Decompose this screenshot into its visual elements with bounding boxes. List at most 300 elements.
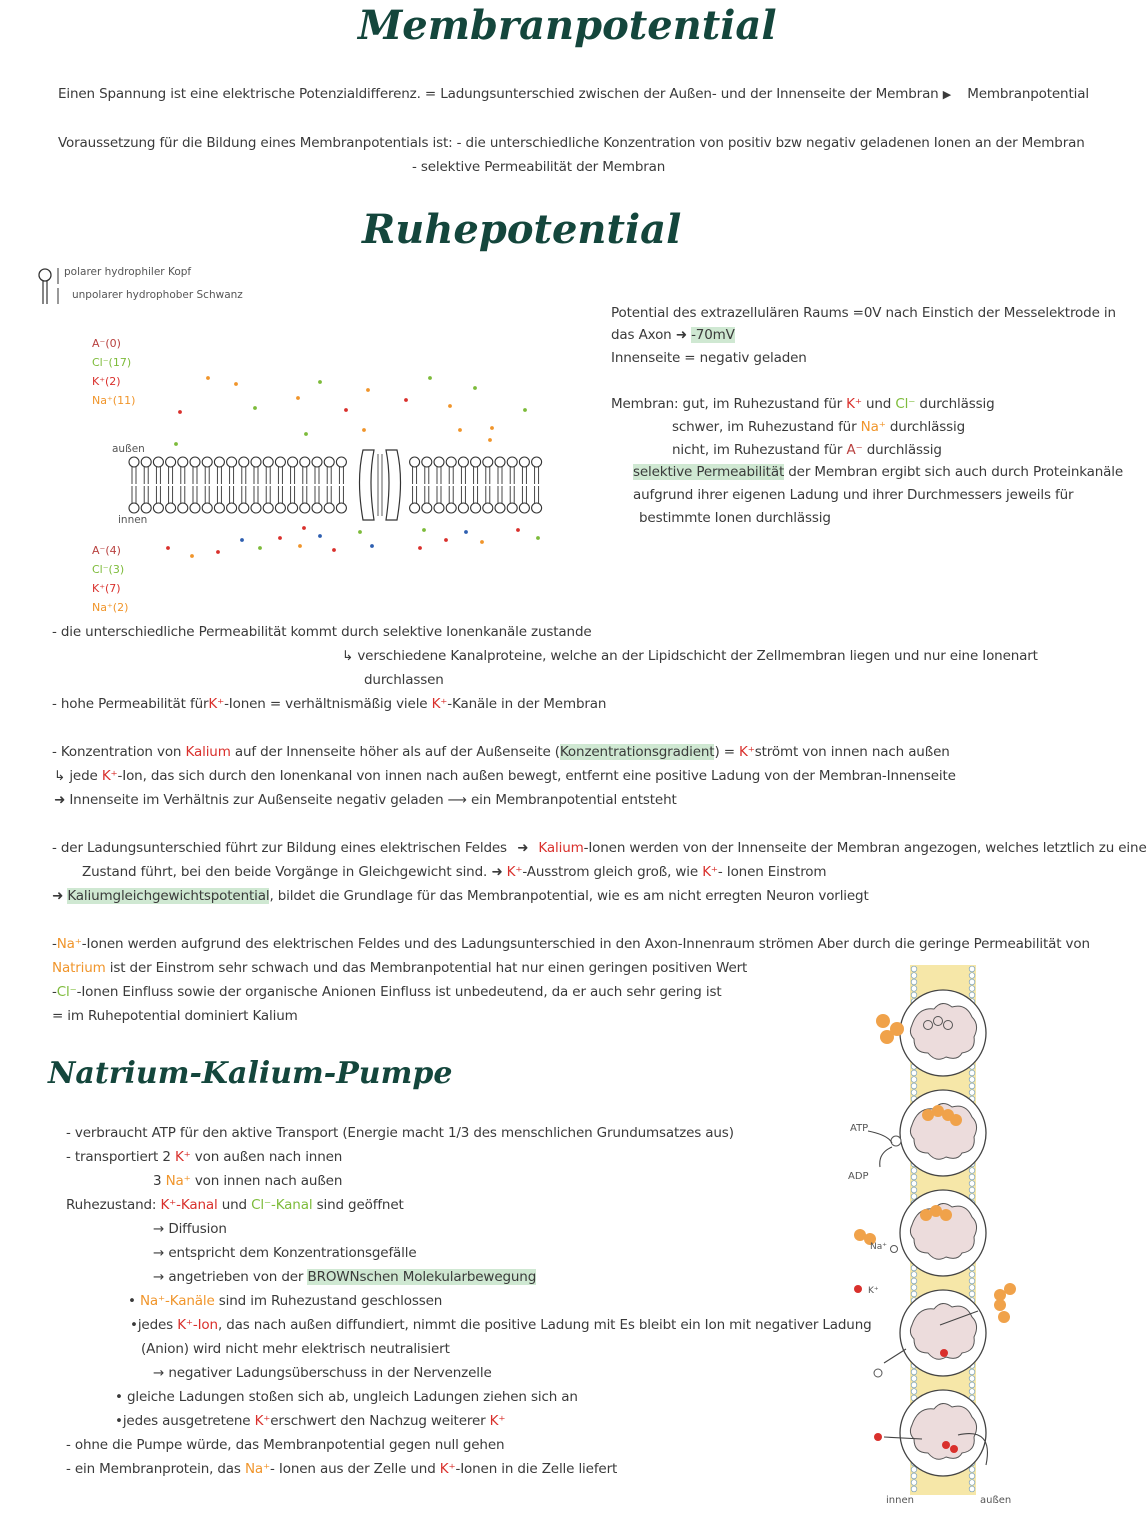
- legend-head-label: polarer hydrophiler Kopf: [64, 266, 192, 278]
- lipid-head: [324, 457, 334, 467]
- lipid-heads-bottom: [129, 486, 542, 513]
- pump-line-14: - ohne die Pumpe würde, das Membranpotential gegen null gehen: [66, 1437, 505, 1453]
- pump-lipid-head: [911, 966, 917, 972]
- lipid-tail: [510, 486, 514, 503]
- pump-line-12: • gleiche Ladungen stoßen sich ab, ungleich Ladungen ziehen sich an: [115, 1389, 578, 1405]
- lipid-tail: [254, 486, 258, 503]
- lipid-tail: [144, 467, 148, 484]
- ion-dot: [332, 548, 336, 552]
- ion-dot: [358, 530, 362, 534]
- pump-protein: [910, 1403, 976, 1459]
- note-e3: -Cl⁻-Ionen Einfluss sowie der organische Anionen Einfluss ist unbedeutend, da er auch sehr gering ist: [52, 984, 722, 1000]
- note-d2: Zustand führt, bei den beide Vorgänge in Gleichgewicht sind. ➜ K⁺-Ausstrom gleich groß, wie K⁺- Ionen Einstrom: [82, 864, 827, 880]
- lipid-tail: [498, 467, 502, 484]
- potential-line-3: Innenseite = negativ geladen: [611, 350, 807, 366]
- lipid-head: [495, 503, 505, 513]
- pump-line-15: - ein Membranprotein, das Na⁺- Ionen aus der Zelle und K⁺-Ionen in die Zelle liefert: [66, 1461, 618, 1477]
- lipid-head: [202, 457, 212, 467]
- adp-label: ADP: [848, 1171, 869, 1182]
- pump-lipid-head: [969, 1480, 975, 1486]
- pump-line-1: - verbraucht ATP für den aktive Transport (Energie macht 1/3 des menschlichen Grundumsatzes aus): [66, 1125, 734, 1141]
- bullet-icon: •: [115, 1413, 123, 1429]
- lipid-tail: [413, 486, 417, 503]
- ion-dot: [206, 376, 210, 380]
- lipid-head: [458, 457, 468, 467]
- lipid-tail: [303, 467, 307, 484]
- pump-lipid-head: [969, 1272, 975, 1278]
- lipid-tail: [437, 486, 441, 503]
- page-title: Membranpotential: [358, 2, 777, 49]
- na-label: Na⁺: [870, 1242, 887, 1252]
- lipid-tail: [291, 467, 295, 484]
- pump-lipid-head: [969, 1369, 975, 1375]
- sodium-ion: [950, 1114, 962, 1126]
- ion-dot: [480, 540, 484, 544]
- lipid-head: [410, 457, 420, 467]
- pump-lipid-head: [969, 979, 975, 985]
- pump-line-9: •jedes K⁺-Ion, das nach außen diffundiert, nimmt die positive Ladung mit Es bleibt ein Ion mit negativer Ladung: [130, 1317, 872, 1333]
- lipid-tail: [315, 467, 319, 484]
- ion-dot: [370, 544, 374, 548]
- pump-lipid-head: [911, 1285, 917, 1291]
- lipid-head: [471, 503, 481, 513]
- lipid-head: [434, 457, 444, 467]
- intro-line-1: Einen Spannung ist eine elektrische Potenzialdifferenz. = Ladungsunterschied zwischen der Außen- und der Innenseite der Membran ▶ Membranpotential: [58, 86, 1089, 102]
- note-e4: = im Ruhepotential dominiert Kalium: [52, 1008, 298, 1024]
- selective-line-2: aufgrund ihrer eigenen Ladung und ihrer Durchmessers jeweils für: [633, 487, 1074, 503]
- lipid-head: [166, 457, 176, 467]
- sodium-potassium-pump-diagram: [840, 965, 1060, 1510]
- bullet-icon: •: [128, 1293, 136, 1309]
- section-title-pumpe: Natrium-Kalium-Pumpe: [48, 1056, 453, 1091]
- pump-line-8: • Na⁺-Kanäle sind im Ruhezustand geschlossen: [128, 1293, 443, 1309]
- pump-lipid-head: [911, 1272, 917, 1278]
- arrow-return-icon: ↳: [342, 648, 354, 664]
- pump-lipid-head: [911, 1291, 917, 1297]
- potassium-ion: [874, 1433, 882, 1441]
- pump-lipid-head: [911, 1480, 917, 1486]
- ion-count-a-in: A⁻(4): [92, 544, 121, 557]
- ion-dot: [296, 396, 300, 400]
- pump-lipid-head: [969, 1285, 975, 1291]
- dash-arrow-icon: →: [153, 1221, 165, 1237]
- lipid-tail: [425, 467, 429, 484]
- long-arrow-icon: ⟶: [447, 792, 467, 808]
- atp-label: ATP: [850, 1123, 869, 1134]
- ion-dot: [258, 546, 262, 550]
- arrow-right-icon: ➜: [52, 888, 64, 904]
- lipid-heads-top: [129, 457, 542, 484]
- lipid-tail: [437, 467, 441, 484]
- lipid-tail: [413, 467, 417, 484]
- pump-line-11: → negativer Ladungsüberschuss in der Nervenzelle: [153, 1365, 492, 1381]
- sodium-ion: [1004, 1283, 1016, 1295]
- note-b3: durchlassen: [364, 672, 444, 688]
- note-d1: - der Ladungsunterschied führt zur Bildung eines elektrischen Feldes ➜ Kalium-Ionen werden von der Innenseite der Membran angezogen, welches letztlich zu eine: [52, 840, 1147, 856]
- membrane-line-2: schwer, im Ruhezustand für Na⁺ durchlässig: [672, 419, 965, 435]
- ion-dot: [444, 538, 448, 542]
- ion-dot: [253, 406, 257, 410]
- lipid-tail: [132, 486, 136, 503]
- pump-lipid-head: [911, 1473, 917, 1479]
- ion-dot: [418, 546, 422, 550]
- ion-dot: [536, 536, 540, 540]
- lipid-head: [214, 457, 224, 467]
- ion-dot: [190, 554, 194, 558]
- dash-arrow-icon: →: [153, 1269, 165, 1285]
- potassium-ion: [942, 1441, 950, 1449]
- ion-dot: [490, 426, 494, 430]
- ion-dot: [318, 534, 322, 538]
- lipid-tail: [181, 467, 185, 484]
- lipid-tail: [449, 486, 453, 503]
- lipid-tail: [278, 467, 282, 484]
- pump-lipid-head: [911, 1389, 917, 1395]
- pump-lipid-head: [969, 1194, 975, 1200]
- lipid-head: [410, 503, 420, 513]
- note-b1: - die unterschiedliche Permeabilität kommt durch selektive Ionenkanäle zustande: [52, 624, 592, 640]
- membrane-bilayer-diagram: [120, 370, 560, 560]
- lipid-head: [507, 457, 517, 467]
- pump-stages: [854, 990, 1016, 1476]
- ion-count-a-out: A⁻(0): [92, 337, 121, 350]
- lipid-tail: [474, 467, 478, 484]
- lipid-tail: [461, 467, 465, 484]
- pump-line-4: Ruhezustand: K⁺-Kanal und Cl⁻-Kanal sind geöffnet: [66, 1197, 404, 1213]
- lipid-tail: [303, 486, 307, 503]
- lipid-head: [251, 457, 261, 467]
- lipid-head: [153, 457, 163, 467]
- lipid-head: [202, 503, 212, 513]
- pump-lipid-head: [969, 1070, 975, 1076]
- lipid-head: [483, 457, 493, 467]
- membrane-line-3: nicht, im Ruhezustand für A⁻ durchlässig: [672, 442, 942, 458]
- lipid-tail: [242, 467, 246, 484]
- lipid-tail: [510, 467, 514, 484]
- arrow-right-icon: ➜: [675, 327, 687, 343]
- lipid-tail: [474, 486, 478, 503]
- ion-count-k-in: K⁺(7): [92, 582, 121, 595]
- selective-line-3: bestimmte Ionen durchlässig: [639, 510, 831, 526]
- pump-line-2: - transportiert 2 K⁺ von außen nach innen: [66, 1149, 343, 1165]
- potassium-ion: [950, 1445, 958, 1453]
- pump-lipid-head: [969, 1486, 975, 1492]
- note-c2: ↳ jede K⁺-Ion, das sich durch den Ionenkanal von innen nach außen bewegt, entfernt eine positive Ladung von der Membran-Innenseite: [54, 768, 956, 784]
- selective-line-1: selektive Permeabilität der Membran ergibt sich auch durch Proteinkanäle: [633, 464, 1124, 480]
- pump-lipid-head: [911, 1278, 917, 1284]
- sodium-ion: [890, 1022, 904, 1036]
- lipid-head: [190, 457, 200, 467]
- lipid-tail: [291, 486, 295, 503]
- ion-dot: [523, 408, 527, 412]
- ion-dot: [318, 380, 322, 384]
- pump-lipid-head: [969, 1168, 975, 1174]
- pump-lipid-head: [969, 992, 975, 998]
- pump-lipid-head: [911, 1194, 917, 1200]
- ion-dot: [404, 398, 408, 402]
- phosphate-icon: [891, 1246, 898, 1253]
- ion-dot: [428, 376, 432, 380]
- pump-lipid-head: [969, 1187, 975, 1193]
- pump-lipid-head: [911, 1174, 917, 1180]
- lipid-tail: [169, 486, 173, 503]
- ion-dot: [516, 528, 520, 532]
- note-c1: - Konzentration von Kalium auf der Innenseite höher als auf der Außenseite (Konzentrationsgradient) = K⁺strömt von innen nach außen: [52, 744, 950, 760]
- ion-count-na-in: Na⁺(2): [92, 601, 129, 614]
- lipid-tail: [193, 486, 197, 503]
- ion-dot: [422, 528, 426, 532]
- ion-dot: [362, 428, 366, 432]
- pump-lipid-head: [969, 1090, 975, 1096]
- ion-dot: [304, 432, 308, 436]
- inside-label: innen: [886, 1495, 914, 1506]
- pump-lipid-head: [911, 1070, 917, 1076]
- pump-line-10: (Anion) wird nicht mehr elektrisch neutralisiert: [141, 1341, 450, 1357]
- pump-lipid-head: [969, 986, 975, 992]
- lipid-tail: [449, 467, 453, 484]
- lipid-head: [263, 457, 273, 467]
- lipid-tail: [217, 486, 221, 503]
- k-label: K⁺: [868, 1286, 879, 1296]
- lipid-tail: [230, 486, 234, 503]
- pump-lipid-head: [969, 1278, 975, 1284]
- lipid-tail: [205, 486, 209, 503]
- lipid-head: [532, 503, 542, 513]
- ion-dot: [458, 428, 462, 432]
- dash-arrow-icon: →: [153, 1245, 165, 1261]
- phosphate-icon: [874, 1369, 882, 1377]
- pump-line-3: 3 Na⁺ von innen nach außen: [153, 1173, 343, 1189]
- ion-dots: [166, 376, 540, 558]
- arrow-right-icon: ➜: [517, 840, 529, 856]
- lipid-head: [178, 457, 188, 467]
- sodium-ion: [940, 1209, 952, 1221]
- arrow-right-icon: ➜: [54, 792, 66, 808]
- lipid-head: [422, 503, 432, 513]
- ion-dot: [178, 410, 182, 414]
- lipid-head: [178, 503, 188, 513]
- adp-arrow: [880, 1147, 892, 1167]
- lipid-head: [263, 503, 273, 513]
- arrow-return-icon: ↳: [54, 768, 66, 784]
- lipid-head: [129, 503, 139, 513]
- lipid-tail: [486, 467, 490, 484]
- ion-dot: [298, 544, 302, 548]
- release-arrow: [884, 1349, 906, 1363]
- pump-lipid-head: [911, 1382, 917, 1388]
- lipid-tail: [156, 467, 160, 484]
- lipid-head: [446, 503, 456, 513]
- lipid-head: [300, 503, 310, 513]
- lipid-head: [288, 503, 298, 513]
- lipid-tail: [266, 467, 270, 484]
- pump-lipid-head: [911, 1187, 917, 1193]
- ion-dot: [488, 438, 492, 442]
- potential-line-1: Potential des extrazellulären Raums =0V nach Einstich der Messelektrode in: [611, 305, 1116, 321]
- ion-dot: [174, 442, 178, 446]
- pump-lipid-head: [969, 1291, 975, 1297]
- lipid-head: [227, 503, 237, 513]
- lipid-tail: [266, 486, 270, 503]
- arrow-right-icon: ➜: [491, 864, 503, 880]
- note-b4: - hohe Permeabilität fürK⁺-Ionen = verhältnismäßig viele K⁺-Kanäle in der Membran: [52, 696, 607, 712]
- pump-lipid-head: [969, 1083, 975, 1089]
- ion-dot: [302, 526, 306, 530]
- pump-lipid-head: [911, 1467, 917, 1473]
- ion-channel-protein: [360, 450, 401, 520]
- lipid-head: [312, 457, 322, 467]
- phosphate-icon: [891, 1136, 901, 1146]
- intro-line-3: - selektive Permeabilität der Membran: [412, 159, 666, 175]
- pump-lipid-head: [911, 1486, 917, 1492]
- pump-lipid-head: [911, 1090, 917, 1096]
- lipid-tail: [535, 467, 539, 484]
- pump-lipid-head: [911, 1181, 917, 1187]
- lipid-tail: [522, 467, 526, 484]
- lipid-tail: [486, 486, 490, 503]
- ion-dot: [240, 538, 244, 542]
- lipid-tail: [327, 486, 331, 503]
- potential-line-2: das Axon ➜ -70mV: [611, 327, 735, 343]
- pump-lipid-head: [911, 1168, 917, 1174]
- phospholipid-legend-icon: [36, 266, 66, 310]
- pump-line-7: → angetrieben von der BROWNschen Molekularbewegung: [153, 1269, 537, 1285]
- ion-count-k-out: K⁺(2): [92, 375, 121, 388]
- lipid-tail: [132, 467, 136, 484]
- lipid-head: [446, 457, 456, 467]
- lipid-tail: [242, 486, 246, 503]
- pump-lipid-head: [911, 979, 917, 985]
- lipid-head: [336, 457, 346, 467]
- lipid-head: [239, 457, 249, 467]
- pump-line-6: → entspricht dem Konzentrationsgefälle: [153, 1245, 417, 1261]
- ion-dot: [366, 388, 370, 392]
- lipid-head: [251, 503, 261, 513]
- ion-dot: [216, 550, 220, 554]
- lipid-tail: [230, 467, 234, 484]
- lipid-head: [129, 457, 139, 467]
- lipid-head: [458, 503, 468, 513]
- ion-count-cl-out: Cl⁻(17): [92, 356, 132, 369]
- note-e1: -Na⁺-Ionen werden aufgrund des elektrischen Feldes und des Ladungsunterschied in den Axon-Innenraum strömen Aber durch die geringe Permeabilität von: [52, 936, 1090, 952]
- pump-lipid-head: [911, 1369, 917, 1375]
- lipid-head: [507, 503, 517, 513]
- lipid-tail: [254, 467, 258, 484]
- lipid-tail: [144, 486, 148, 503]
- pump-line-5: → Diffusion: [153, 1221, 227, 1237]
- lipid-head: [141, 457, 151, 467]
- lipid-tail: [535, 486, 539, 503]
- lipid-head: [519, 457, 529, 467]
- pump-lipid-head: [969, 973, 975, 979]
- pump-lipid-head: [911, 973, 917, 979]
- lipid-head: [153, 503, 163, 513]
- bullet-icon: •: [130, 1317, 138, 1333]
- ion-dot: [166, 546, 170, 550]
- lipid-tail: [193, 467, 197, 484]
- label-inside: innen: [118, 514, 148, 526]
- sodium-ion: [998, 1311, 1010, 1323]
- intro-line-2: Voraussetzung für die Bildung eines Membranpotentials ist: - die unterschiedliche Konzentration von positiv bzw negativ geladenen Ionen an der Membran: [58, 135, 1085, 151]
- lipid-tail: [498, 486, 502, 503]
- ion-dot: [278, 536, 282, 540]
- lipid-head: [336, 503, 346, 513]
- resting-potential-value: -70mV: [691, 327, 735, 343]
- lipid-head: [300, 457, 310, 467]
- ion-count-cl-in: Cl⁻(3): [92, 563, 125, 576]
- lipid-head: [519, 503, 529, 513]
- pump-lipid-head: [911, 986, 917, 992]
- potassium-ion: [854, 1285, 862, 1293]
- lipid-head: [239, 503, 249, 513]
- ion-dot: [448, 404, 452, 408]
- potassium-ion: [940, 1349, 948, 1357]
- lipid-tail: [181, 486, 185, 503]
- lipid-tail: [169, 467, 173, 484]
- lipid-head: [288, 457, 298, 467]
- bullet-icon: •: [115, 1389, 123, 1405]
- note-e2: Natrium ist der Einstrom sehr schwach und das Membranpotential hat nur einen geringen positiven Wert: [52, 960, 748, 976]
- sodium-ion: [876, 1014, 890, 1028]
- lipid-head: [275, 457, 285, 467]
- pump-lipid-head: [969, 1181, 975, 1187]
- lipid-tail: [156, 486, 160, 503]
- lipid-head: [166, 503, 176, 513]
- pump-lipid-head: [911, 1077, 917, 1083]
- pump-lipid-head: [911, 1083, 917, 1089]
- pump-lipid-head: [969, 966, 975, 972]
- pump-lipid-head: [969, 1473, 975, 1479]
- pump-line-13: •jedes ausgetretene K⁺erschwert den Nachzug weiterer K⁺: [115, 1413, 506, 1429]
- lipid-head: [324, 503, 334, 513]
- lipid-head: [532, 457, 542, 467]
- lipid-tail: [461, 486, 465, 503]
- ion-dot: [234, 382, 238, 386]
- lipid-head: [422, 457, 432, 467]
- lipid-tail: [339, 467, 343, 484]
- lipid-head: [141, 503, 151, 513]
- pump-lipid-head: [911, 992, 917, 998]
- pump-protein: [910, 1003, 976, 1059]
- lipid-head: [214, 503, 224, 513]
- pump-lipid-head: [969, 1467, 975, 1473]
- atp-arrow: [868, 1131, 892, 1143]
- lipid-tail: [315, 486, 319, 503]
- pump-lipid-head: [969, 1174, 975, 1180]
- lipid-head: [471, 457, 481, 467]
- lipid-head: [190, 503, 200, 513]
- pump-lipid-head: [969, 1077, 975, 1083]
- ion-dot: [344, 408, 348, 412]
- outside-label: außen: [980, 1495, 1012, 1506]
- pump-lipid-head: [911, 1376, 917, 1382]
- lipid-head: [227, 457, 237, 467]
- sodium-ion: [994, 1299, 1006, 1311]
- lipid-tail: [327, 467, 331, 484]
- dash-arrow-icon: →: [153, 1365, 165, 1381]
- lipid-tail: [205, 467, 209, 484]
- lipid-head: [495, 457, 505, 467]
- note-c3: ➜ Innenseite im Verhältnis zur Außenseite negativ geladen ⟶ ein Membranpotential entsteht: [54, 792, 677, 808]
- lipid-tail: [522, 486, 526, 503]
- lipid-tail: [425, 486, 429, 503]
- lipid-head: [434, 503, 444, 513]
- ion-count-na-out: Na⁺(11): [92, 394, 136, 407]
- pump-lipid-head: [969, 1376, 975, 1382]
- section-title-ruhepotential: Ruhepotential: [362, 206, 682, 253]
- pump-lipid-head: [969, 1382, 975, 1388]
- ion-dot: [464, 530, 468, 534]
